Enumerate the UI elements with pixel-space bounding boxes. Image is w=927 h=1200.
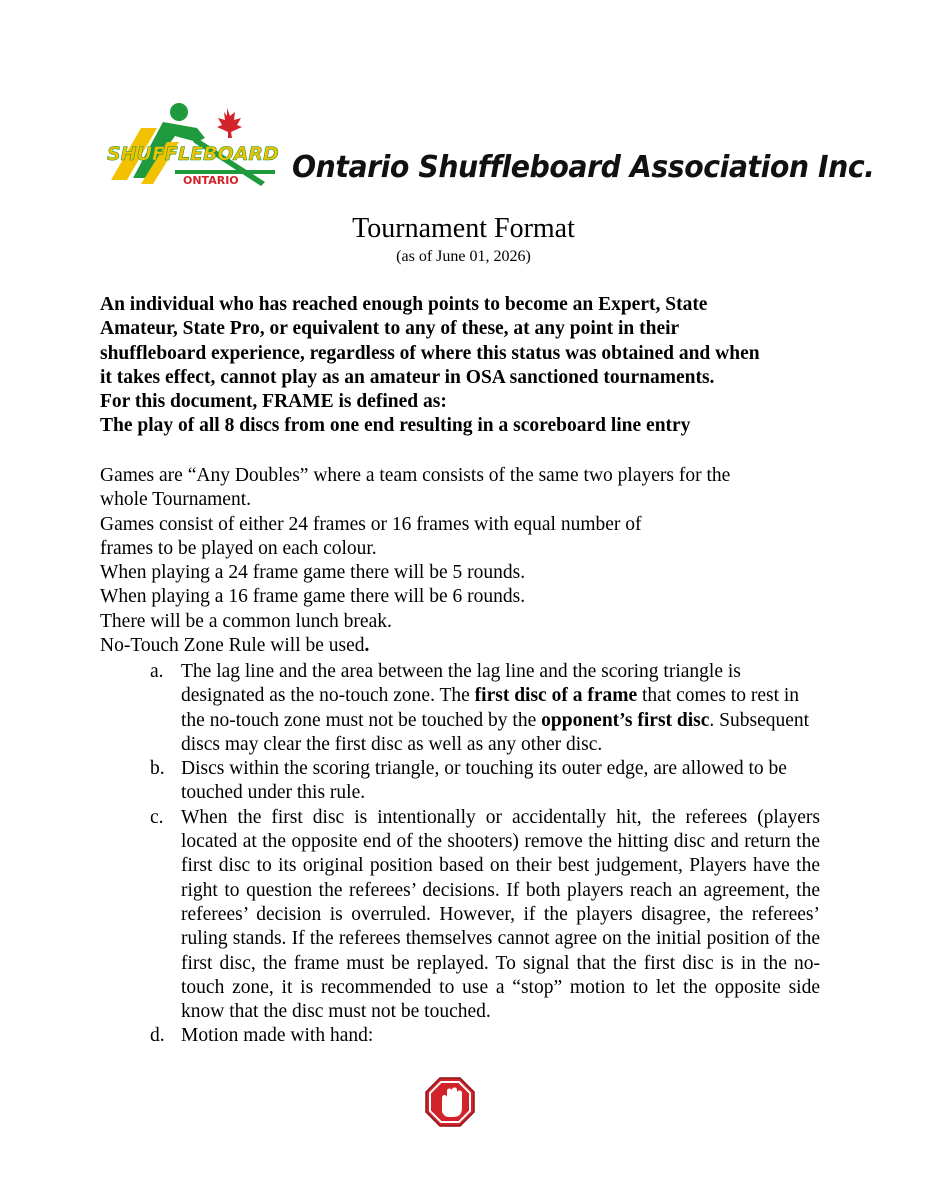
rule-a-bold-2: opponent’s first disc — [541, 709, 710, 731]
bold-line: For this document, FRAME is defined as: — [100, 391, 447, 413]
no-touch-rules-list — [150, 660, 820, 1049]
body-line: When playing a 24 frame game there will be 5 rounds. — [100, 562, 526, 584]
body-line: When playing a 16 frame game there will be 6 rounds. — [100, 586, 526, 608]
no-touch-text: No-Touch Zone Rule will be used — [100, 635, 365, 657]
no-touch-period: . — [364, 635, 370, 657]
bold-line: it takes effect, cannot play as an amateur in OSA sanctioned tournaments. — [100, 366, 715, 388]
rule-marker: a. — [150, 661, 164, 682]
rule-a-text-2: that comes to rest in the no-touch zone must not be touched by the — [181, 685, 800, 731]
document-title: Tournament Format — [352, 213, 575, 244]
rule-marker: b. — [150, 758, 165, 780]
rule-item-c — [150, 806, 820, 1025]
body-line: whole Tournament. — [100, 489, 251, 511]
bold-line: The play of all 8 discs from one end resulting in a scoreboard line entry — [100, 415, 691, 437]
shuffleboard-ontario-logo-icon — [105, 98, 280, 190]
body-line: Games are “Any Doubles” where a team consists of the same two players for the — [100, 465, 731, 486]
osa-logo — [105, 98, 280, 190]
rule-text — [181, 661, 809, 755]
body-line: There will be a common lunch break. — [100, 610, 392, 632]
rule-item-a — [150, 660, 820, 757]
rule-text: When the first disc is intentionally or accidentally hit, the referees (players located at the opposite end of the shooters) remove the hitting disc and return the first disc to its original position based on their best judgement, Players have the right to question the referees’ decisions. If both players reach an agreement, the referees’ decision is overruled. However, if the players disagree, the referees’ ruling stands. If the referees themselves cannot agree on the initial position of the first disc, the frame must be replayed. To signal that the first disc is in the no-touch zone, it is recommended to use a “stop” motion to let the opposite side know that the disc must not be touched. — [181, 806, 820, 1023]
body-line: frames to be played on each colour. — [100, 537, 377, 559]
rule-item-d — [150, 1024, 820, 1048]
bold-line: Amateur, State Pro, or equivalent to any of these, at any point in their — [100, 318, 680, 340]
format-description — [100, 464, 840, 658]
document-date: (as of June 01, 2026) — [396, 248, 531, 265]
rule-a-text-3: . Subsequent discs may clear the first disc as well as any other disc. — [181, 709, 810, 755]
eligibility-statement — [100, 293, 830, 439]
rule-marker: d. — [150, 1025, 165, 1047]
bold-line: shuffleboard experience, regardless of where this status was obtained and when — [100, 342, 760, 364]
rule-text: Motion made with hand: — [181, 1025, 374, 1047]
logo-shuffleboard-text: SHUFFLEBOARD — [107, 143, 279, 165]
rule-a-bold-1: first disc of a frame — [474, 685, 638, 707]
rule-a-text-1: The lag line and the area between the lag line and the scoring triangle is designated as the no-touch zone. The — [181, 661, 741, 707]
bold-line: An individual who has reached enough points to become an Expert, State — [100, 294, 708, 315]
body-line: Games consist of either 24 frames or 16 frames with equal number of — [100, 513, 642, 535]
logo-ontario-text: ONTARIO — [183, 174, 239, 187]
stop-hand-icon — [424, 1076, 476, 1128]
rule-item-b — [150, 757, 820, 806]
organization-name: Ontario Shuffleboard Association Inc. — [292, 150, 875, 185]
rule-marker: c. — [150, 806, 164, 828]
no-touch-rule-heading — [100, 634, 840, 658]
rule-text: Discs within the scoring triangle, or touching its outer edge, are allowed to be touched under this rule. — [181, 758, 787, 804]
